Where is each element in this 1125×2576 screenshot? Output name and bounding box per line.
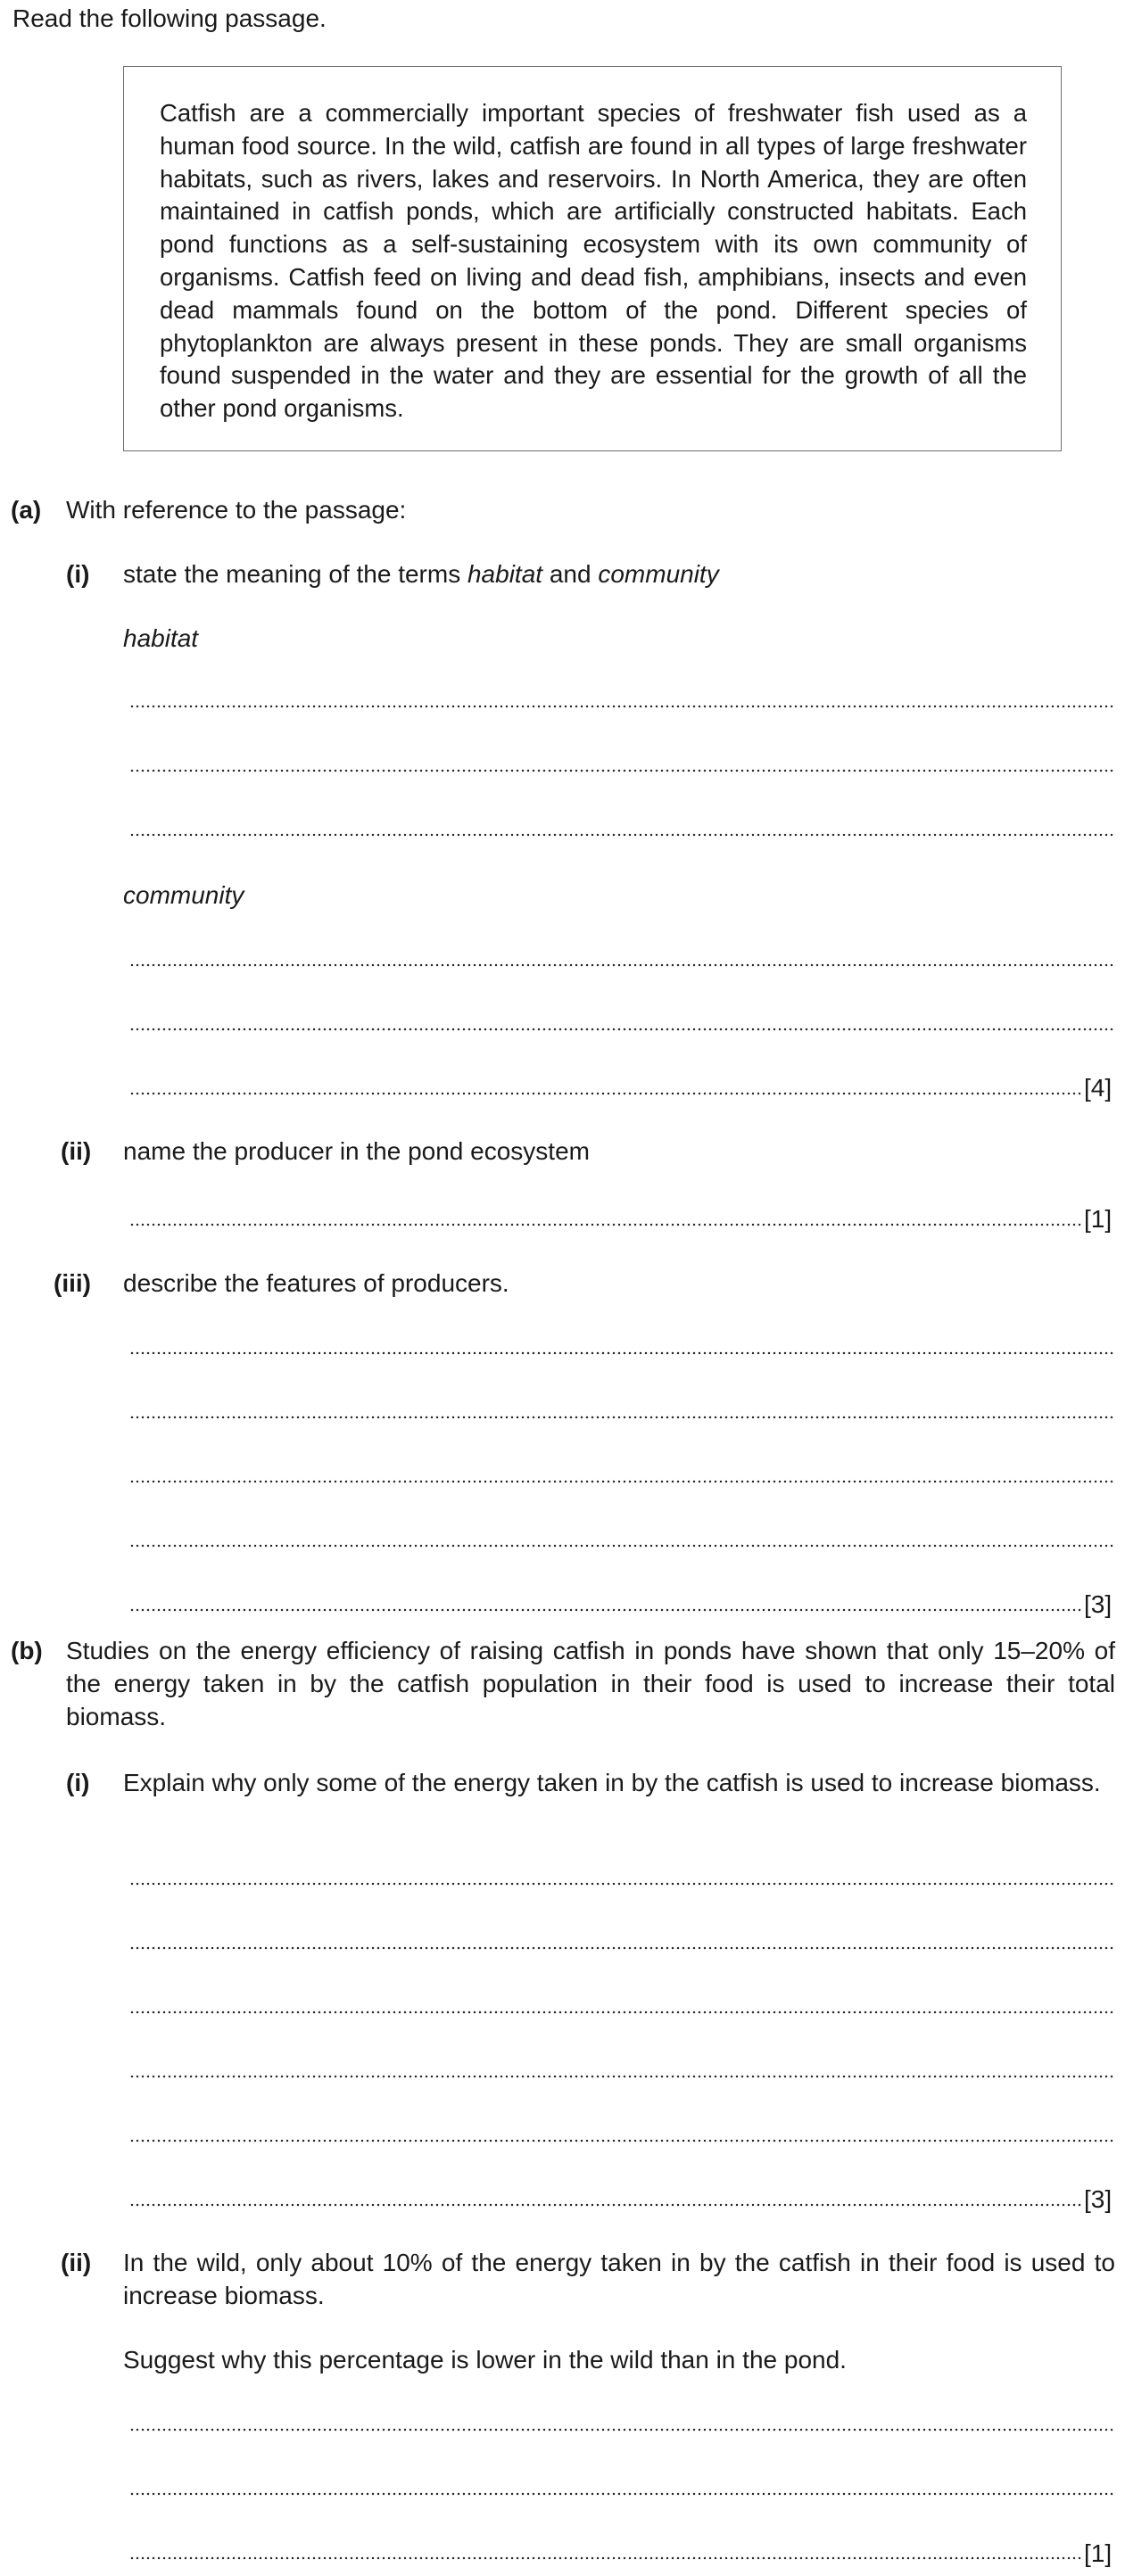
term-community: community: [598, 560, 719, 588]
answer-line-a-iii-1[interactable]: [129, 1351, 1113, 1355]
marks-b-i: [3]: [1084, 2185, 1113, 2213]
answer-line-habitat-2[interactable]: [129, 769, 1113, 772]
term-habitat: habitat: [467, 560, 543, 588]
passage-text: Catfish are a commercially important species of freshwater fish used as a human food source. In the wild, catfish are found in all types of large freshwater habitats, such as rivers, lakes and reservoirs. In North America, they are often maintained in catfish ponds, which are artificially constructed habitats. Each pond functions as a self-sustaining ecosystem with its own community of organisms. Catfish feed on living and dead fish, amphibians, insects and even dead mammals found on the bottom of the pond. Different species of phytoplankton are always present in these ponds. They are small organisms found suspended in the water and they are essential for the growth of all the other pond organisms.: [160, 99, 1027, 423]
answer-line-b-ii-2[interactable]: [129, 2492, 1113, 2496]
answer-line-a-iii-3[interactable]: [129, 1480, 1113, 1483]
community-heading: community: [123, 881, 244, 909]
answer-line-b-i-4[interactable]: [129, 2075, 1113, 2078]
marks-a-ii: [1]: [1084, 1205, 1113, 1233]
answer-line-habitat-3[interactable]: [129, 833, 1113, 837]
answer-line-community-1[interactable]: [129, 963, 1113, 967]
answer-line-b-i-6[interactable]: [129, 2203, 1082, 2207]
part-a-i-text-mid: and: [542, 560, 599, 588]
part-b-label: (b): [11, 1637, 43, 1664]
part-b-ii-text2: Suggest why this percentage is lower in the wild than in the pond.: [123, 2346, 847, 2374]
part-a-ii-text: name the producer in the pond ecosystem: [123, 1137, 590, 1165]
part-a-label: (a): [11, 496, 42, 524]
part-b-ii-text: In the wild, only about 10% of the energy taken in by the catfish in their food is used to increase biomass.: [123, 2249, 1115, 2309]
answer-line-community-2[interactable]: [129, 1028, 1113, 1031]
answer-line-habitat-1[interactable]: [129, 705, 1113, 708]
part-a-i-text-before: state the meaning of the terms: [123, 560, 467, 588]
answer-line-b-i-3[interactable]: [129, 2010, 1113, 2014]
part-a-iii-label: (iii): [54, 1269, 91, 1297]
answer-line-b-ii-3[interactable]: [129, 2556, 1082, 2560]
marks-a-iii: [3]: [1084, 1590, 1113, 1618]
part-b-i-label: (i): [66, 1769, 90, 1796]
intro-instruction: Read the following passage.: [12, 4, 327, 32]
marks-a-i: [4]: [1084, 1074, 1113, 1102]
part-a-i-label: (i): [66, 560, 90, 588]
part-a-iii-text: describe the features of producers.: [123, 1269, 509, 1297]
part-a-text: With reference to the passage:: [66, 496, 407, 524]
answer-line-b-i-1[interactable]: [129, 1882, 1113, 1886]
answer-line-a-iii-2[interactable]: [129, 1416, 1113, 1419]
part-a-i-question: [123, 557, 719, 590]
part-b-ii-label: (ii): [61, 2249, 92, 2276]
answer-line-a-iii-5[interactable]: [129, 1608, 1082, 1612]
answer-line-a-iii-4[interactable]: [129, 1544, 1113, 1548]
habitat-heading: habitat: [123, 624, 199, 652]
answer-line-a-ii-1[interactable]: [129, 1223, 1082, 1226]
marks-b-ii: [1]: [1084, 2539, 1113, 2567]
passage-box: [123, 66, 1062, 451]
answer-line-b-i-5[interactable]: [129, 2139, 1113, 2143]
part-a-ii-label: (ii): [61, 1137, 92, 1165]
part-b-text: Studies on the energy efficiency of raising catfish in ponds have shown that only 15–20% of the energy taken in by the catfish population in their food is used to increase their total biomass.: [66, 1637, 1115, 1730]
part-b-i-text: Explain why only some of the energy taken in by the catfish is used to increase biomass.: [123, 1769, 1101, 1796]
answer-line-b-i-2[interactable]: [129, 1946, 1113, 1950]
answer-line-community-3[interactable]: [129, 1092, 1082, 1095]
answer-line-b-ii-1[interactable]: [129, 2428, 1113, 2432]
